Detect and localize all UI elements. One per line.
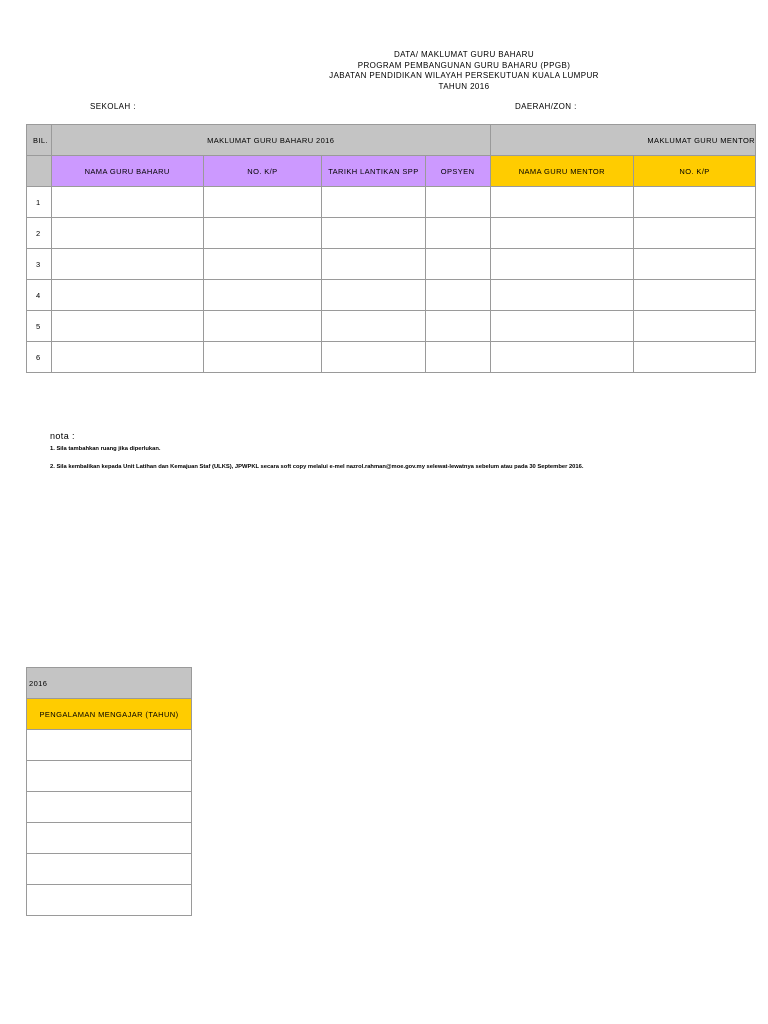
group-header-guru-mentor: MAKLUMAT GURU MENTOR	[490, 125, 755, 156]
col-no-kp: NO. K/P	[203, 156, 322, 187]
cell-tarikh-lantikan[interactable]	[322, 187, 425, 218]
nota-item-1: 1. Sila tambahkan ruang jika diperlukan.	[50, 446, 161, 452]
daerah-zon-label: DAERAH/ZON :	[515, 102, 577, 111]
guru-baharu-table	[26, 124, 755, 373]
cell-no-kp[interactable]	[203, 280, 322, 311]
cell-no-kp[interactable]	[203, 342, 322, 373]
row-number: 3	[27, 249, 52, 280]
sekolah-label: SEKOLAH :	[90, 102, 136, 111]
cell-nama-guru-baharu[interactable]	[51, 187, 203, 218]
cell-no-kp-mentor[interactable]	[634, 342, 756, 373]
cell-nama-guru-mentor[interactable]	[490, 311, 634, 342]
cell-opsyen[interactable]	[425, 218, 490, 249]
cell-nama-guru-mentor[interactable]	[490, 187, 634, 218]
cell-nama-guru-mentor[interactable]	[490, 280, 634, 311]
cell-nama-guru-baharu[interactable]	[51, 218, 203, 249]
cell-pengalaman[interactable]	[27, 730, 192, 761]
cell-no-kp[interactable]	[203, 249, 322, 280]
pengalaman-table	[26, 667, 192, 916]
header-line-1: DATA/ MAKLUMAT GURU BAHARU	[393, 50, 535, 59]
table-row	[27, 885, 192, 916]
cell-no-kp-mentor[interactable]	[634, 280, 756, 311]
cell-pengalaman[interactable]	[27, 761, 192, 792]
cell-no-kp-mentor[interactable]	[634, 249, 756, 280]
cell-nama-guru-mentor[interactable]	[490, 218, 634, 249]
table-row	[27, 792, 192, 823]
cell-tarikh-lantikan[interactable]	[322, 280, 425, 311]
group-header-guru-baharu: MAKLUMAT GURU BAHARU 2016	[51, 125, 490, 156]
cell-opsyen[interactable]	[425, 311, 490, 342]
row-number: 1	[27, 187, 52, 218]
cell-no-kp[interactable]	[203, 311, 322, 342]
col-no-kp-mentor: NO. K/P	[634, 156, 756, 187]
year-header: 2016	[27, 668, 192, 699]
cell-no-kp[interactable]	[203, 187, 322, 218]
row-number: 6	[27, 342, 52, 373]
cell-opsyen[interactable]	[425, 342, 490, 373]
table-row	[27, 187, 756, 218]
cell-pengalaman[interactable]	[27, 885, 192, 916]
cell-pengalaman[interactable]	[27, 792, 192, 823]
cell-tarikh-lantikan[interactable]	[322, 342, 425, 373]
table-row	[27, 311, 756, 342]
bil-subheader-cell	[27, 156, 52, 187]
document-header	[196, 50, 732, 92]
table-row	[27, 854, 192, 885]
header-line-3: JABATAN PENDIDIKAN WILAYAH PERSEKUTUAN KUALA LUMPUR	[329, 71, 599, 80]
bil-header: BIL.	[27, 125, 52, 156]
cell-pengalaman[interactable]	[27, 854, 192, 885]
table-row	[27, 218, 756, 249]
table-row	[27, 823, 192, 854]
table-row	[27, 342, 756, 373]
col-tarikh-lantikan-spp: TARIKH LANTIKAN SPP	[322, 156, 425, 187]
cell-nama-guru-mentor[interactable]	[490, 249, 634, 280]
cell-nama-guru-baharu[interactable]	[51, 311, 203, 342]
header-line-4: TAHUN 2016	[438, 81, 490, 91]
nota-title: nota :	[50, 431, 75, 441]
row-number: 5	[27, 311, 52, 342]
cell-no-kp[interactable]	[203, 218, 322, 249]
cell-tarikh-lantikan[interactable]	[322, 311, 425, 342]
row-number: 4	[27, 280, 52, 311]
col-opsyen: OPSYEN	[425, 156, 490, 187]
cell-no-kp-mentor[interactable]	[634, 311, 756, 342]
nota-item-2: 2. Sila kembalikan kepada Unit Latihan dan Kemajuan Staf (ULKS), JPWPKL secara soft copy melalui e-mel nazrol.rahman@moe.gov.my selewat-lewatnya sebelum atau pada 30 September 2016.	[50, 464, 584, 470]
cell-nama-guru-baharu[interactable]	[51, 342, 203, 373]
nota-section	[50, 431, 583, 471]
cell-pengalaman[interactable]	[27, 823, 192, 854]
col-nama-guru-baharu: NAMA GURU BAHARU	[51, 156, 203, 187]
table-row	[27, 280, 756, 311]
cell-no-kp-mentor[interactable]	[634, 218, 756, 249]
col-pengalaman-mengajar: PENGALAMAN MENGAJAR (TAHUN)	[27, 699, 192, 730]
cell-opsyen[interactable]	[425, 187, 490, 218]
cell-nama-guru-baharu[interactable]	[51, 280, 203, 311]
table-row	[27, 761, 192, 792]
cell-nama-guru-mentor[interactable]	[490, 342, 634, 373]
cell-nama-guru-baharu[interactable]	[51, 249, 203, 280]
cell-tarikh-lantikan[interactable]	[322, 249, 425, 280]
table-row	[27, 730, 192, 761]
table-row	[27, 249, 756, 280]
cell-opsyen[interactable]	[425, 280, 490, 311]
col-nama-guru-mentor: NAMA GURU MENTOR	[490, 156, 634, 187]
cell-opsyen[interactable]	[425, 249, 490, 280]
cell-tarikh-lantikan[interactable]	[322, 218, 425, 249]
header-line-2: PROGRAM PEMBANGUNAN GURU BAHARU (PPGB)	[357, 60, 571, 70]
cell-no-kp-mentor[interactable]	[634, 187, 756, 218]
row-number: 2	[27, 218, 52, 249]
